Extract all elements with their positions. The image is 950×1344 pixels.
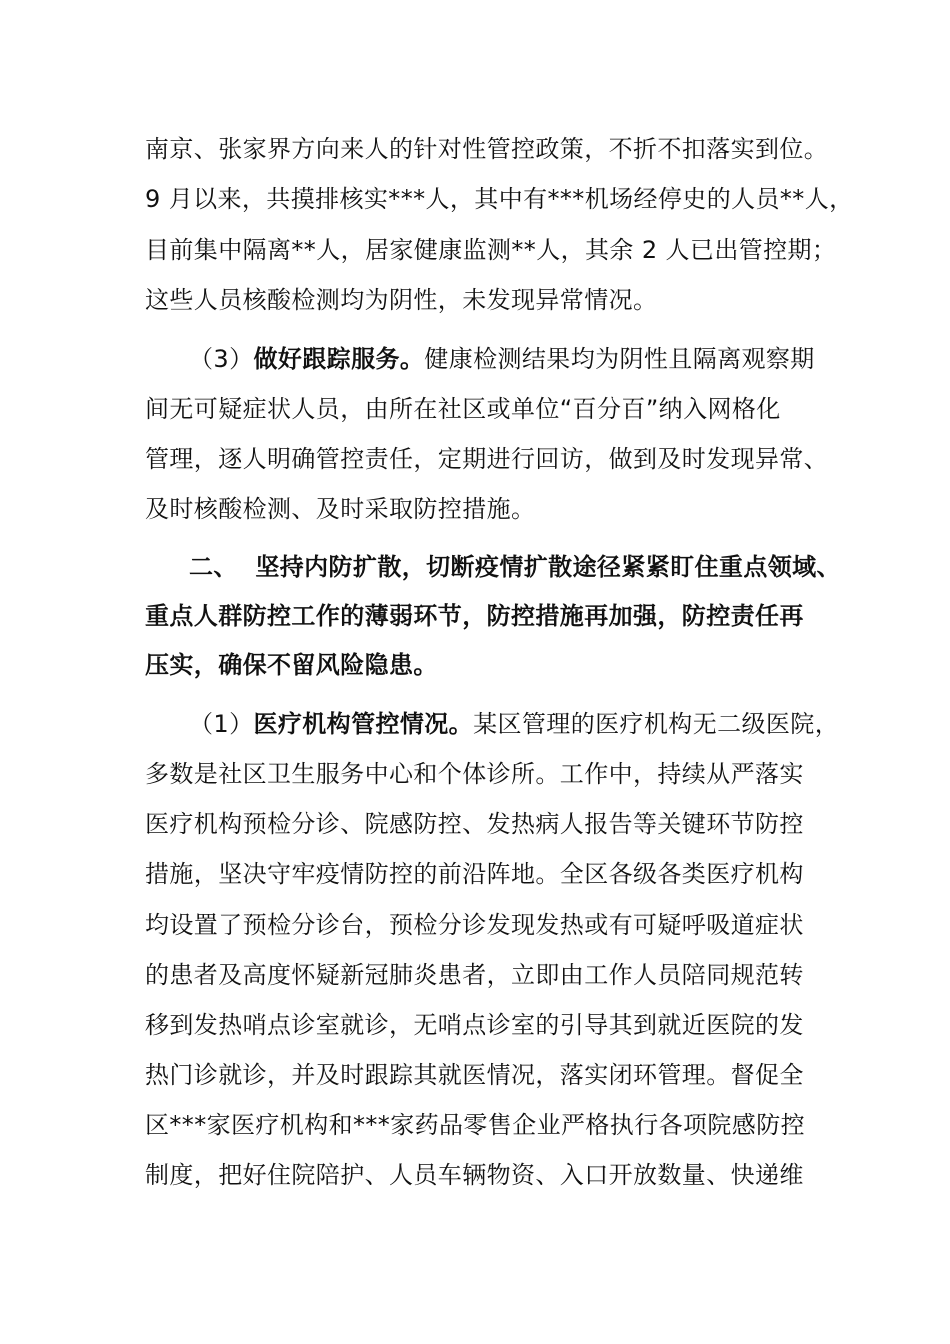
paragraph-line: 制度，把好住院陪护、人员车辆物资、入口开放数量、快递维 — [145, 1161, 804, 1189]
section-heading-line — [189, 551, 869, 583]
section-heading-line: 压实，确保不留风险隐患。 — [145, 651, 438, 679]
paragraph-line: 这些人员核酸检测均为阴性，未发现异常情况。 — [145, 286, 658, 314]
paragraph-line: 措施，坚决守牢疫情防控的前沿阵地。全区各级各类医疗机构 — [145, 860, 804, 888]
paragraph-line: 区***家医疗机构和***家药品零售企业严格执行各项院感防控 — [145, 1111, 805, 1139]
paragraph-line: 间无可疑症状人员，由所在社区或单位“百分百”纳入网格化 — [145, 395, 781, 423]
item-text: 健康检测结果均为阴性且隔离观察期 — [424, 345, 815, 373]
item-number: （3） — [189, 345, 254, 373]
paragraph-line: 移到发热哨点诊室就诊，无哨点诊室的引导其到就近医院的发 — [145, 1011, 804, 1039]
paragraph-line: 的患者及高度怀疑新冠肺炎患者，立即由工作人员陪同规范转 — [145, 961, 804, 989]
section-heading-line: 重点人群防控工作的薄弱环节，防控措施再加强，防控责任再 — [145, 602, 804, 630]
item-heading: 医疗机构管控情况。 — [253, 710, 474, 738]
paragraph-line: 均设置了预检分诊台，预检分诊发现发热或有可疑呼吸道症状 — [145, 911, 804, 939]
paragraph-first-line — [189, 708, 869, 740]
paragraph-line: 医疗机构预检分诊、院感防控、发热病人报告等关键环节防控 — [145, 810, 804, 838]
paragraph-line: 南京、张家界方向来人的针对性管控政策，不折不扣落实到位。 — [145, 135, 829, 163]
paragraph-line: 管理，逐人明确管控责任，定期进行回访，做到及时发现异常、 — [145, 445, 829, 473]
section-heading-text: 坚持内防扩散，切断疫情扩散途径紧紧盯住重点领域、 — [255, 553, 841, 581]
item-text: 某区管理的医疗机构无二级医院， — [473, 710, 840, 738]
paragraph-line: 目前集中隔离**人，居家健康监测**人，其余 2 人已出管控期； — [145, 236, 837, 264]
paragraph-line: 及时核酸检测、及时采取防控措施。 — [145, 495, 536, 523]
paragraph-first-line — [189, 343, 869, 375]
item-heading: 做好跟踪服务。 — [253, 345, 425, 373]
paragraph-line: 多数是社区卫生服务中心和个体诊所。工作中，持续从严落实 — [145, 760, 804, 788]
paragraph-line: 9 月以来，共摸排核实***人，其中有***机场经停史的人员**人， — [145, 185, 854, 213]
item-number: （1） — [189, 710, 254, 738]
section-number: 二、 — [189, 553, 238, 581]
paragraph-line: 热门诊就诊，并及时跟踪其就医情况，落实闭环管理。督促全 — [145, 1061, 804, 1089]
